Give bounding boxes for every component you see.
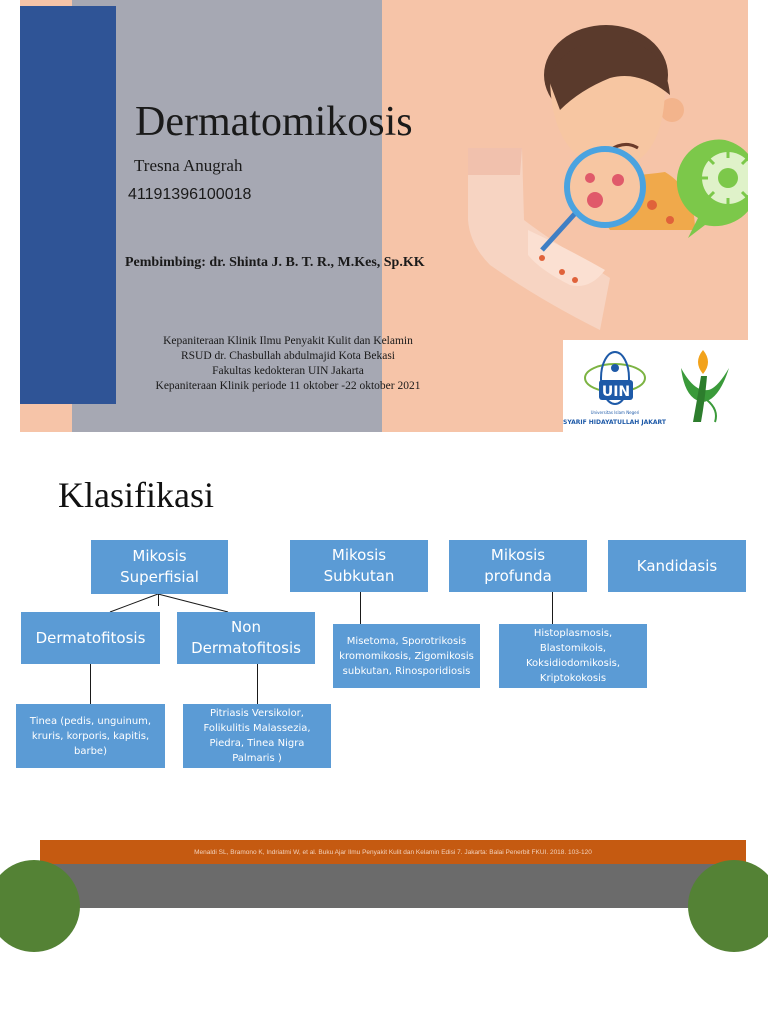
blue-accent-bar <box>20 6 116 404</box>
detail-subkutan: Misetoma, Sporotrikosis kromomikosis, Zigomikosis subkutan, Rinosporidiosis <box>333 624 480 688</box>
connector-line <box>90 664 91 704</box>
institution-line: Kepaniteraan Klinik Ilmu Penyakit Kulit dan Kelamin <box>163 335 413 347</box>
connector-line <box>360 592 361 624</box>
subcategory-dermatofitosis: Dermatofitosis <box>21 612 160 664</box>
connector-line <box>158 594 159 606</box>
detail-non-dermatofitosis: Pitriasis Versikolor, Folikulitis Malassezia, Piedra, Tinea Nigra Palmaris ) <box>183 704 331 768</box>
connector-line <box>257 664 258 704</box>
advisor-line: Pembimbing: dr. Shinta J. B. T. R., M.Kes, Sp.KK <box>125 255 425 270</box>
institution-block <box>132 334 444 394</box>
svg-text:Universitas Islam Negeri: Universitas Islam Negeri <box>590 410 640 415</box>
student-id: 41191396100018 <box>128 186 252 203</box>
author-name: Tresna Anugrah <box>134 156 243 175</box>
category-mikosis-subkutan: Mikosis Subkutan <box>290 540 428 592</box>
subcategory-non-dermatofitosis: Non Dermatofitosis <box>177 612 315 664</box>
uin-logo-icon <box>563 340 673 432</box>
connector-line <box>552 592 553 624</box>
decorative-circle-right <box>688 860 768 952</box>
category-mikosis-superfisial: Mikosis Superfisial <box>91 540 228 594</box>
detail-dermatofitosis: Tinea (pedis, unguinum, kruris, korporis, kapitis, barbe) <box>16 704 165 768</box>
reference-bar: Menaldi SL, Bramono K, Indriatmi W, et al. Buku Ajar Ilmu Penyakit Kulit dan Kelamin Edisi 7. Jakarta: Balai Penerbit FKUI. 2018. 103-120 <box>40 840 746 864</box>
logo-box <box>563 340 748 432</box>
category-kandidasis: Kandidasis <box>608 540 746 592</box>
section-title: Klasifikasi <box>58 475 214 515</box>
rsud-logo-icon <box>675 340 735 432</box>
svg-text:SYARIF HIDAYATULLAH JAKART: SYARIF HIDAYATULLAH JAKART <box>563 419 667 426</box>
skin-disease-illustration-icon <box>460 0 748 345</box>
svg-text:UIN: UIN <box>601 384 631 400</box>
category-mikosis-profunda: Mikosis profunda <box>449 540 587 592</box>
institution-line: RSUD dr. Chasbullah abdulmajid Kota Bekasi <box>180 350 395 362</box>
presentation-title: Dermatomikosis <box>135 99 413 145</box>
footer-band <box>40 864 746 908</box>
institution-line: Kepaniteraan Klinik periode 11 oktober -22 oktober 2021 <box>155 380 421 392</box>
detail-profunda: Histoplasmosis, Blastomikois, Koksidiodomikosis, Kriptokokosis <box>499 624 647 688</box>
institution-line: Fakultas kedokteran UIN Jakarta <box>212 365 364 377</box>
